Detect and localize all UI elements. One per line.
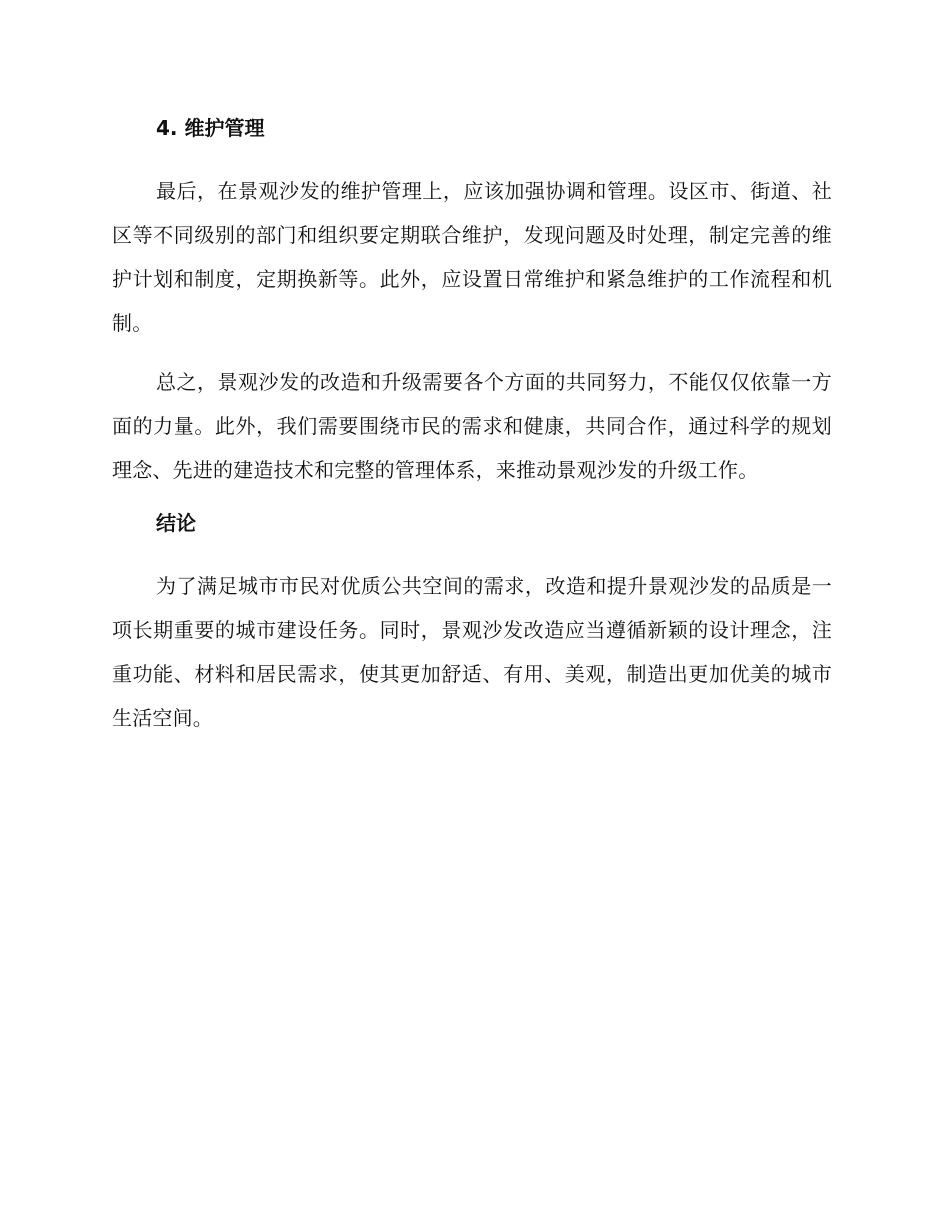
- summary-paragraph: 总之，景观沙发的改造和升级需要各个方面的共同努力，不能仅仅依靠一方面的力量。此外，我们需要围绕市民的需求和健康，共同合作，通过科学的规划理念、先进的建造技术和完整的管理体系，来推动景观沙发的升级工作。: [112, 370, 832, 482]
- maintenance-paragraph: 最后，在景观沙发的维护管理上，应该加强协调和管理。设区市、街道、社区等不同级别的部门和组织要定期联合维护，发现问题及时处理，制定完善的维护计划和制度，定期换新等。此外，应设置日常维护和紧急维护的工作流程和机制。: [112, 179, 832, 335]
- document-page: [112, 112, 832, 755]
- section-heading-conclusion: 结论: [156, 511, 196, 535]
- conclusion-paragraph: 为了满足城市市民对优质公共空间的需求，改造和提升景观沙发的品质是一项长期重要的城市建设任务。同时，景观沙发改造应当遵循新颖的设计理念，注重功能、材料和居民需求，使其更加舒适、有用、美观，制造出更加优美的城市生活空间。: [112, 574, 832, 730]
- section-heading-maintenance: 4. 维护管理: [156, 116, 265, 140]
